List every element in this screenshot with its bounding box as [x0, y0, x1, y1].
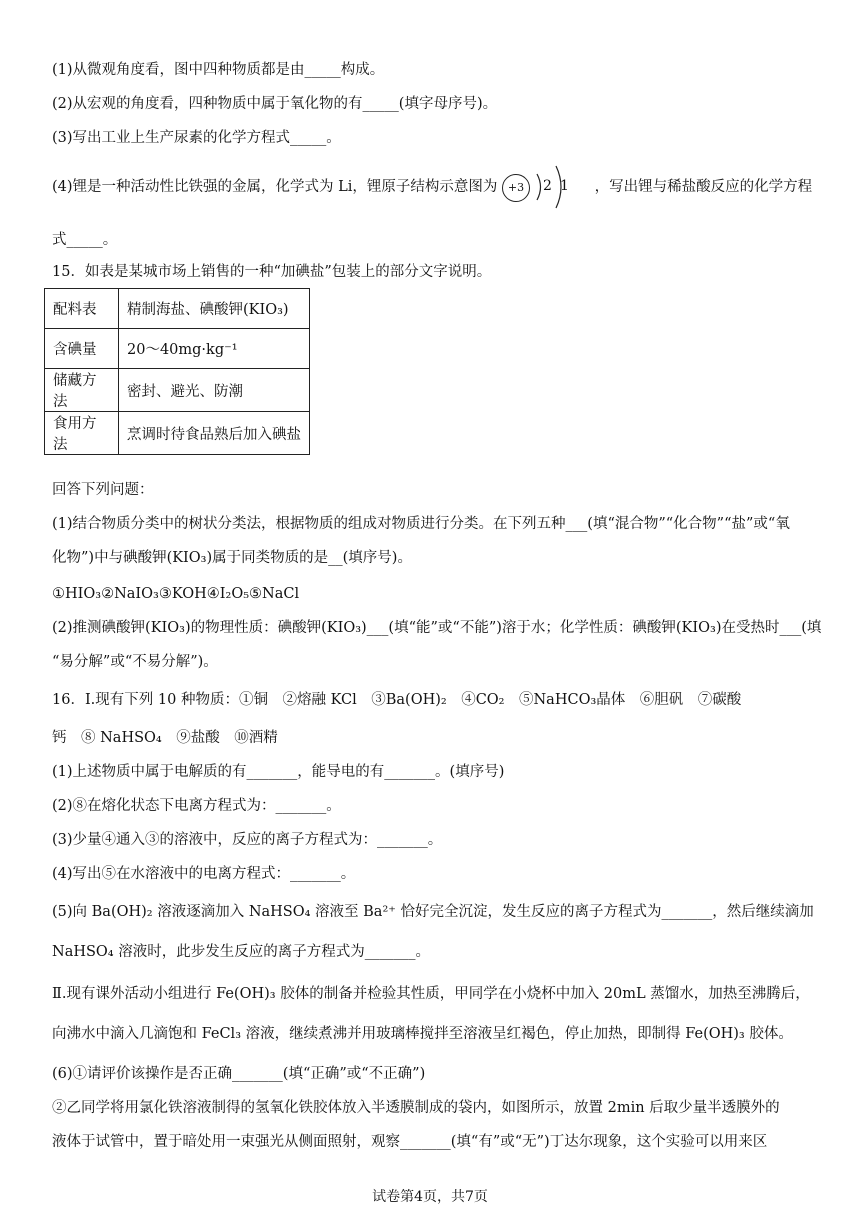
shell1-electrons: 2	[543, 178, 552, 194]
atom-nucleus: +3	[502, 174, 530, 202]
table-value: 密封、避光、防潮	[119, 369, 310, 412]
q14-part4-text-a: (4)锂是一种活动性比铁强的金属，化学式为 Li，锂原子结构示意图为	[52, 179, 498, 195]
q14-part4	[52, 164, 812, 210]
q16-part6-c: 液体于试管中，置于暗处用一束强光从侧面照射，观察_______(填“有”或“无”)丁达尔现象，这个实验可以用来区	[52, 1134, 768, 1150]
q16-part5-b: NaHSO₄ 溶液时，此步发生反应的离子方程式为_______。	[52, 944, 430, 960]
q16-part6-b: ②乙同学将用氯化铁溶液制得的氢氧化铁胶体放入半透膜制成的袋内，如图所示，放置 2min 后取少量半透膜外的	[52, 1100, 780, 1116]
q16-section2-b: 向沸水中滴入几滴饱和 FeCl₃ 溶液，继续煮沸并用玻璃棒搅拌至溶液呈红褐色，停止加热，即制得 Fe(OH)₃ 胶体。	[52, 1026, 793, 1042]
iodized-salt-table	[44, 288, 310, 455]
table-value: 精制海盐、碘酸钾(KIO₃)	[119, 289, 310, 329]
q16-section2-a: Ⅱ.现有课外活动小组进行 Fe(OH)₃ 胶体的制备并检验其性质，甲同学在小烧杯中加入 20mL 蒸馏水，加热至沸腾后，	[52, 986, 810, 1002]
q15-part2-a: (2)推测碘酸钾(KIO₃)的物理性质：碘酸钾(KIO₃)___(填“能”或“不能”)溶于水；化学性质：碘酸钾(KIO₃)在受热时___(填	[52, 620, 822, 636]
q14-part4-cont: 式_____。	[52, 232, 118, 248]
table-value: 20～40mg·kg⁻¹	[119, 329, 310, 369]
table-row	[45, 329, 310, 369]
q14-part4-text-b: ，写出锂与稀盐酸反应的化学方程	[594, 179, 813, 195]
shell2-electrons: 1	[560, 178, 569, 194]
table-key: 含碘量	[45, 329, 119, 369]
q15-part2-b: “易分解”或“不易分解”)。	[52, 654, 218, 670]
lithium-atom-diagram	[502, 164, 590, 210]
q14-part2: (2)从宏观的角度看，四种物质中属于氧化物的有_____(填字母序号)。	[52, 96, 498, 112]
q15-part1-b: 化物”)中与碘酸钾(KIO₃)属于同类物质的是__(填序号)。	[52, 550, 412, 566]
q16-part1: (1)上述物质中属于电解质的有_______，能导电的有_______。(填序号)	[52, 764, 505, 780]
q14-part3: (3)写出工业上生产尿素的化学方程式_____。	[52, 130, 341, 146]
q16-part5-a: (5)向 Ba(OH)₂ 溶液逐滴加入 NaHSO₄ 溶液至 Ba²⁺ 恰好完全沉淀，发生反应的离子方程式为_______，然后继续滴加	[52, 904, 814, 920]
q15-title: 15．如表是某城市场上销售的一种“加碘盐”包装上的部分文字说明。	[52, 264, 492, 280]
table-value: 烹调时待食品熟后加入碘盐	[119, 412, 310, 455]
q16-part4: (4)写出⑤在水溶液中的电离方程式：_______。	[52, 866, 356, 882]
q16-part6-a: (6)①请评价该操作是否正确_______(填“正确”或“不正确”)	[52, 1066, 426, 1082]
q15-part1-a: (1)结合物质分类中的树状分类法，根据物质的组成对物质进行分类。在下列五种___(填“混合物”“化合物”“盐”或“氧	[52, 516, 790, 532]
table-row	[45, 369, 310, 412]
table-key: 储藏方法	[45, 369, 119, 412]
q16-title-b: 钙 ⑧ NaHSO₄ ⑨盐酸 ⑩酒精	[52, 730, 278, 746]
q16-part2: (2)⑧在熔化状态下电离方程式为：_______。	[52, 798, 341, 814]
q14-part1: (1)从微观角度看，图中四种物质都是由_____构成。	[52, 62, 385, 78]
q16-part3: (3)少量④通入③的溶液中，反应的离子方程式为：_______。	[52, 832, 443, 848]
answer-prompt: 回答下列问题：	[52, 482, 154, 498]
q16-title-a: 16．Ⅰ.现有下列 10 种物质：①铜 ②熔融 KCl ③Ba(OH)₂ ④CO₂ ⑤NaHCO₃晶体 ⑥胆矾 ⑦碳酸	[52, 692, 742, 708]
table-key: 配料表	[45, 289, 119, 329]
table-row	[45, 412, 310, 455]
page-footer: 试卷第4页，共7页	[372, 1189, 488, 1205]
table-key: 食用方法	[45, 412, 119, 455]
q15-options: ①HIO₃②NaIO₃③KOH④I₂O₅⑤NaCl	[52, 586, 300, 602]
table-row	[45, 289, 310, 329]
